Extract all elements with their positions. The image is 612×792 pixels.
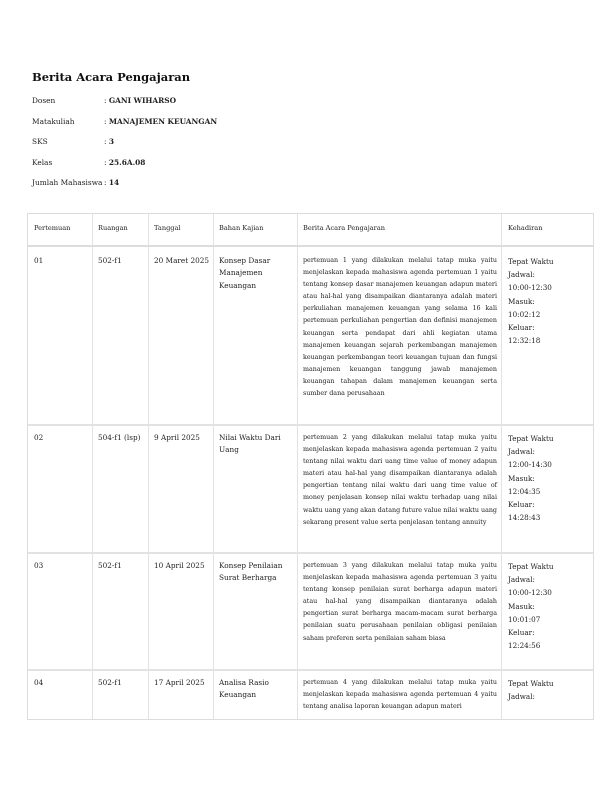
attendance-status: Tepat Waktu — [508, 562, 554, 571]
jadwal-value: 10:00-12:30 — [508, 283, 552, 293]
cell-tanggal: 17 April 2025 — [154, 678, 205, 687]
cell-bahan-kajian: Konsep Penilaian Surat Berharga — [219, 561, 283, 583]
masuk-value: 12:04:35 — [508, 486, 541, 496]
header-tanggal: Tanggal — [154, 224, 181, 232]
header-kehadiran: Kehadiran — [508, 224, 543, 232]
column-divider — [92, 214, 93, 719]
cell-pertemuan: 04 — [34, 678, 44, 687]
info-label: SKS — [32, 137, 48, 147]
row-divider — [28, 424, 593, 426]
cell-berita-acara: pertemuan 4 yang dilakukan melalui tatap muka yaitu menjelaskan kepada mahasiswa agenda pertemuan 4 yaitu tentang analisa laporan keuangan adapun materi — [303, 679, 497, 711]
cell-kehadiran — [508, 255, 588, 347]
row-divider — [28, 669, 593, 671]
masuk-value: 10:02:12 — [508, 309, 541, 319]
cell-bahan-kajian: Analisa Rasio Keuangan — [219, 678, 269, 700]
keluar-value: 14:28:43 — [508, 513, 541, 523]
keluar-label: Keluar: — [508, 628, 535, 638]
info-value: : GANI WIHARSO — [104, 96, 176, 105]
header-berita-acara: Berita Acara Pengajaran — [303, 224, 385, 232]
cell-berita-acara: pertemuan 1 yang dilakukan melalui tatap muka yaitu menjelaskan kepada mahasiswa agenda pertemuan 1 yaitu tentang konsep dasar manajemen keuangan adapun materi atau hal-hal yang disampaikan diantaranya adalah materi perkuliahan manajemen keuangan yang selama 16 kali pertemuan perkuliahan pengertian dan definisi manajemen keuangan serta pendapat dari ahli kegiatan utama manajemen keuangan sejarah perkembangan manajemen keuangan perkembangan teori keuangan tujuan dan fungsi manajemen keuangan tanggung jawab manajemen keuangan tahapan dalam manajemen keuangan serta sumber dana perusahaan — [303, 257, 497, 398]
table-header — [28, 214, 593, 247]
keluar-label: Keluar: — [508, 500, 535, 510]
cell-ruangan: 504-f1 (lsp) — [98, 433, 141, 442]
info-label: Kelas — [32, 157, 53, 167]
keluar-value: 12:32:18 — [508, 336, 541, 346]
keluar-label: Keluar: — [508, 323, 535, 333]
info-label: Dosen — [32, 96, 56, 105]
info-label: Matakuliah — [32, 116, 75, 126]
cell-pertemuan: 03 — [34, 561, 44, 570]
header-ruangan: Ruangan — [98, 224, 128, 232]
jadwal-value: 10:00-12:30 — [508, 588, 552, 598]
masuk-label: Masuk: — [508, 473, 535, 483]
jadwal-label: Jadwal: — [508, 447, 535, 457]
cell-kehadiran — [508, 677, 588, 703]
jadwal-label: Jadwal: — [508, 692, 535, 702]
cell-tanggal: 20 Maret 2025 — [154, 256, 210, 265]
attendance-status: Tepat Waktu — [508, 434, 554, 443]
column-divider — [148, 214, 149, 719]
jadwal-value: 12:00-14:30 — [508, 460, 552, 470]
header-pertemuan: Pertemuan — [34, 224, 71, 232]
cell-bahan-kajian: Konsep Dasar Manajemen Keuangan — [219, 256, 271, 290]
cell-berita-acara: pertemuan 2 yang dilakukan melalui tatap muka yaitu menjelaskan kepada mahasiswa agenda pertemuan 2 yaitu tentang nilai waktu dari uang time value of money adapun materi atau hal-hal yang disampaikan diantaranya adalah pengertian tentang nilai waktu dari uang time value of money penjelasan konsep nilai waktu terhadap uang nilai waktu uang yang akan datang future value nilai waktu uang sekarang present value serta penjelasan tentang annuity — [303, 434, 497, 526]
attendance-status: Tepat Waktu — [508, 679, 554, 688]
cell-ruangan: 502-f1 — [98, 561, 122, 570]
cell-tanggal: 9 April 2025 — [154, 433, 200, 442]
jadwal-label: Jadwal: — [508, 270, 535, 280]
cell-pertemuan: 02 — [34, 433, 44, 442]
cell-bahan-kajian: Nilai Waktu Dari Uang — [219, 433, 281, 455]
jadwal-label: Jadwal: — [508, 575, 535, 585]
column-divider — [501, 214, 502, 719]
cell-kehadiran — [508, 560, 588, 652]
cell-tanggal: 10 April 2025 — [154, 561, 205, 570]
column-divider — [297, 214, 298, 719]
keluar-value: 12:24:56 — [508, 641, 541, 651]
column-divider — [213, 214, 214, 719]
info-value: : 3 — [104, 137, 114, 146]
cell-kehadiran — [508, 432, 588, 524]
info-value: : MANAJEMEN KEUANGAN — [104, 117, 217, 126]
info-value: : 25.6A.08 — [104, 158, 145, 167]
attendance-table — [27, 213, 594, 720]
row-divider — [28, 552, 593, 554]
attendance-status: Tepat Waktu — [508, 257, 554, 266]
cell-pertemuan: 01 — [34, 256, 44, 265]
cell-ruangan: 502-f1 — [98, 678, 122, 687]
masuk-label: Masuk: — [508, 601, 535, 611]
info-label: Jumlah Mahasiswa — [32, 178, 103, 188]
masuk-label: Masuk: — [508, 296, 535, 306]
cell-berita-acara: pertemuan 3 yang dilakukan melalui tatap muka yaitu menjelaskan kepada mahasiswa agenda pertemuan 3 yaitu tentang konsep penilaian surat berharga adapun materi atau hal-hal yang disampaikan diantaranya adalah pengertian surat berharga macam-macam surat berharga penilaian suatu perusahaan penilaian obligasi penilaian saham preferen serta penilaian saham biasa — [303, 562, 497, 642]
masuk-value: 10:01:07 — [508, 614, 541, 624]
info-value: : 14 — [104, 178, 119, 187]
page-title: Berita Acara Pengajaran — [32, 70, 191, 84]
cell-ruangan: 502-f1 — [98, 256, 122, 265]
header-bahan-kajian: Bahan Kajian — [219, 224, 264, 232]
